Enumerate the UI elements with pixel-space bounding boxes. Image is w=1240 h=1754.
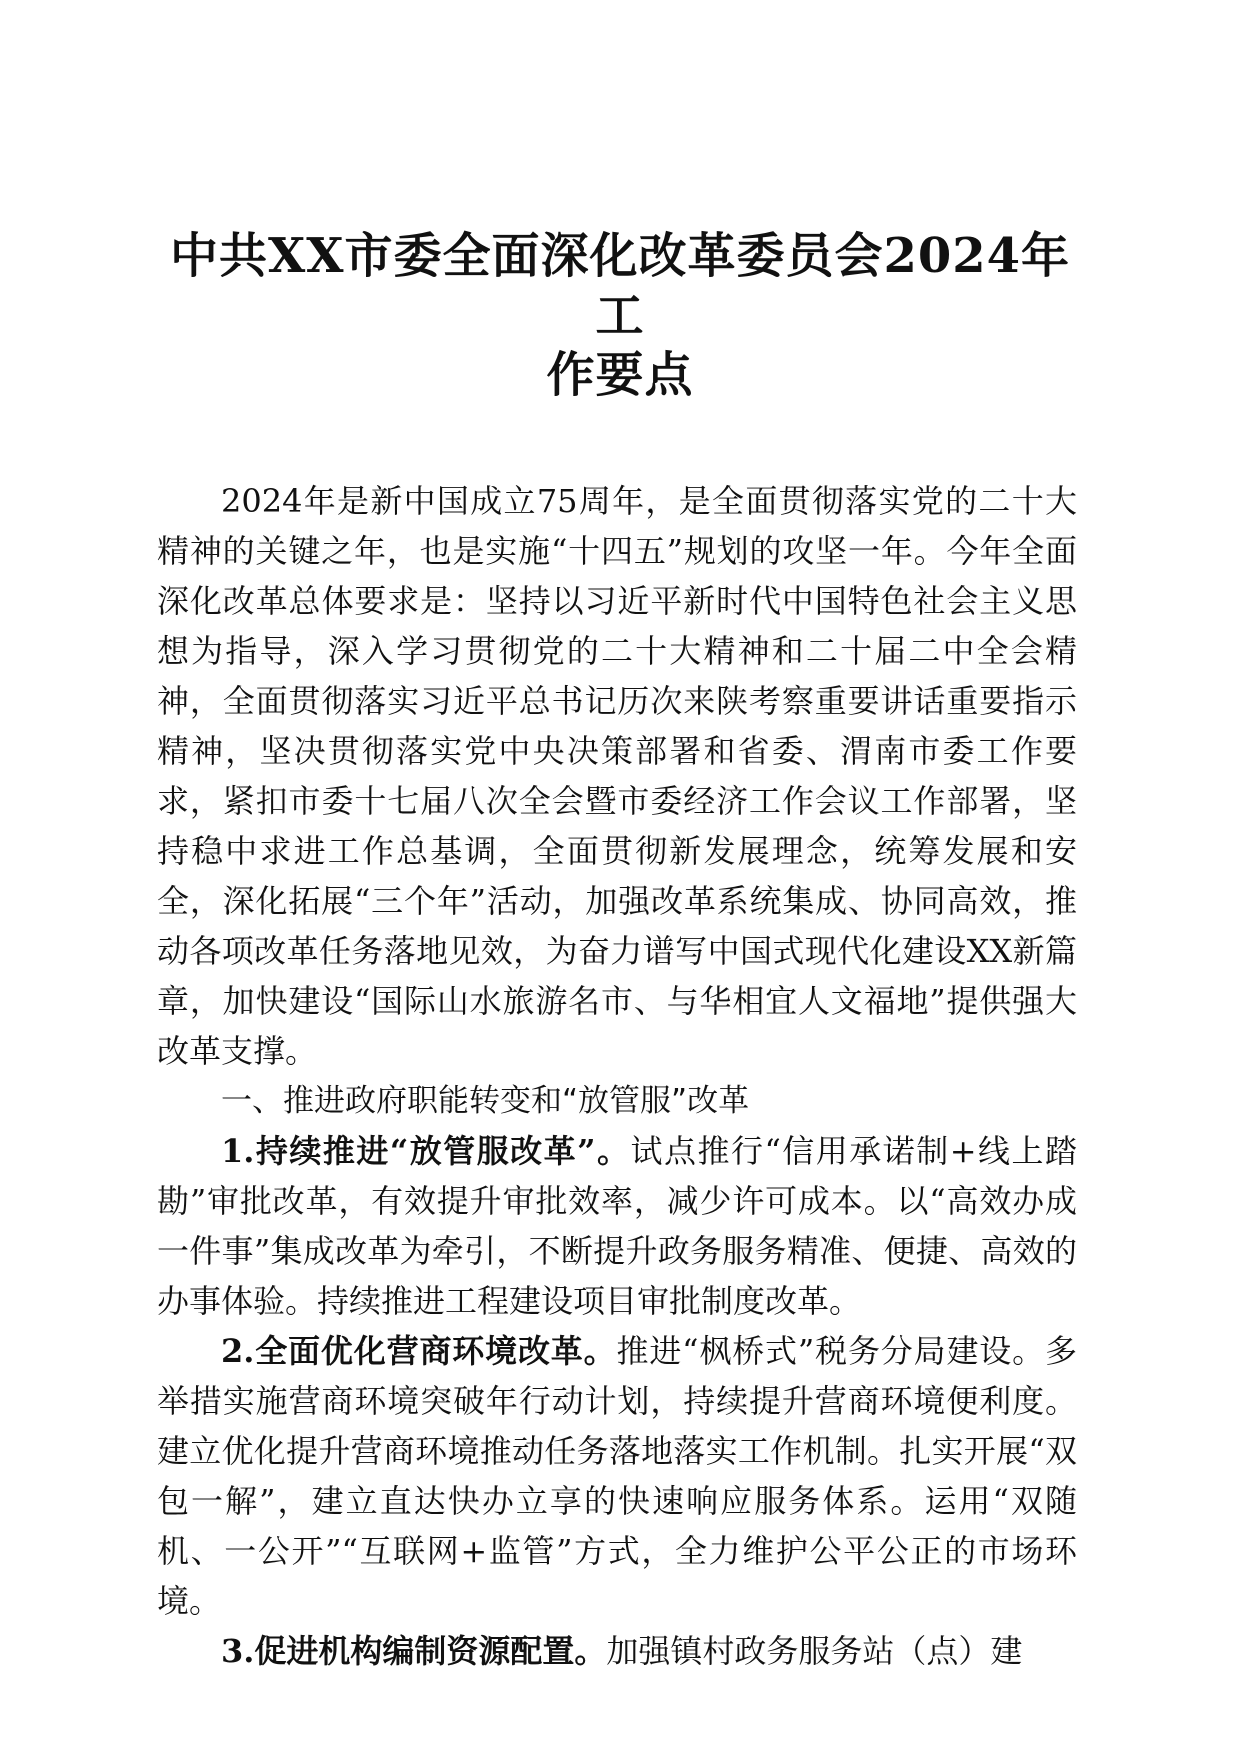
- intro-paragraph: 2024年是新中国成立75周年，是全面贯彻落实党的二十大精神的关键之年，也是实施“十四五”规划的攻坚一年。今年全面深化改革总体要求是：坚持以习近平新时代中国特色社会主义思想为指导，深入学习贯彻党的二十大精神和二十届二中全会精神，全面贯彻落实习近平总书记历次来陕考察重要讲话重要指示精神，坚决贯彻落实党中央决策部署和省委、渭南市委工作要求，紧扣市委十七届八次全会暨市委经济工作会议工作部署，坚持稳中求进工作总基调，全面贯彻新发展理念，统筹发展和安全，深化拓展“三个年”活动，加强改革系统集成、协同高效，推动各项改革任务落地见效，为奋力谱写中国式现代化建设XX新篇章，加快建设“国际山水旅游名市、与华相宜人文福地”提供强大改革支撑。: [157, 482, 1077, 1070]
- item-text: 加强镇村政务服务站（点）建: [606, 1632, 1023, 1670]
- item-title: 1.持续推进“放管服改革”。: [221, 1132, 631, 1170]
- list-item: [157, 1126, 1077, 1326]
- item-text: 试点推行“信用承诺制+线上踏勘”审批改革，有效提升审批效率，减少许可成本。以“高效办成一件事”集成改革为牵引，不断提升政务服务精准、便捷、高效的办事体验。持续推进工程建设项目审批制度改革。: [157, 1132, 1077, 1320]
- document-body: [157, 476, 1077, 1676]
- list-item: [157, 1326, 1077, 1626]
- document-title-line-2: 作要点: [546, 347, 694, 403]
- document-title-line-1: 中共XX市委全面深化改革委员会2024年工: [169, 228, 1071, 344]
- list-item: [157, 1626, 1077, 1676]
- item-title: 3.促进机构编制资源配置。: [221, 1632, 607, 1670]
- item-text: 推进“枫桥式”税务分局建设。多举措实施营商环境突破年行动计划，持续提升营商环境便利度。建立优化提升营商环境推动任务落地落实工作机制。扎实开展“双包一解”，建立直达快办立享的快速响应服务体系。运用“双随机、一公开”“互联网+监管”方式，全力维护公平公正的市场环境。: [157, 1332, 1077, 1620]
- section-heading: 一、推进政府职能转变和“放管服”改革: [221, 1083, 750, 1119]
- item-title: 2.全面优化营商环境改革。: [221, 1332, 617, 1370]
